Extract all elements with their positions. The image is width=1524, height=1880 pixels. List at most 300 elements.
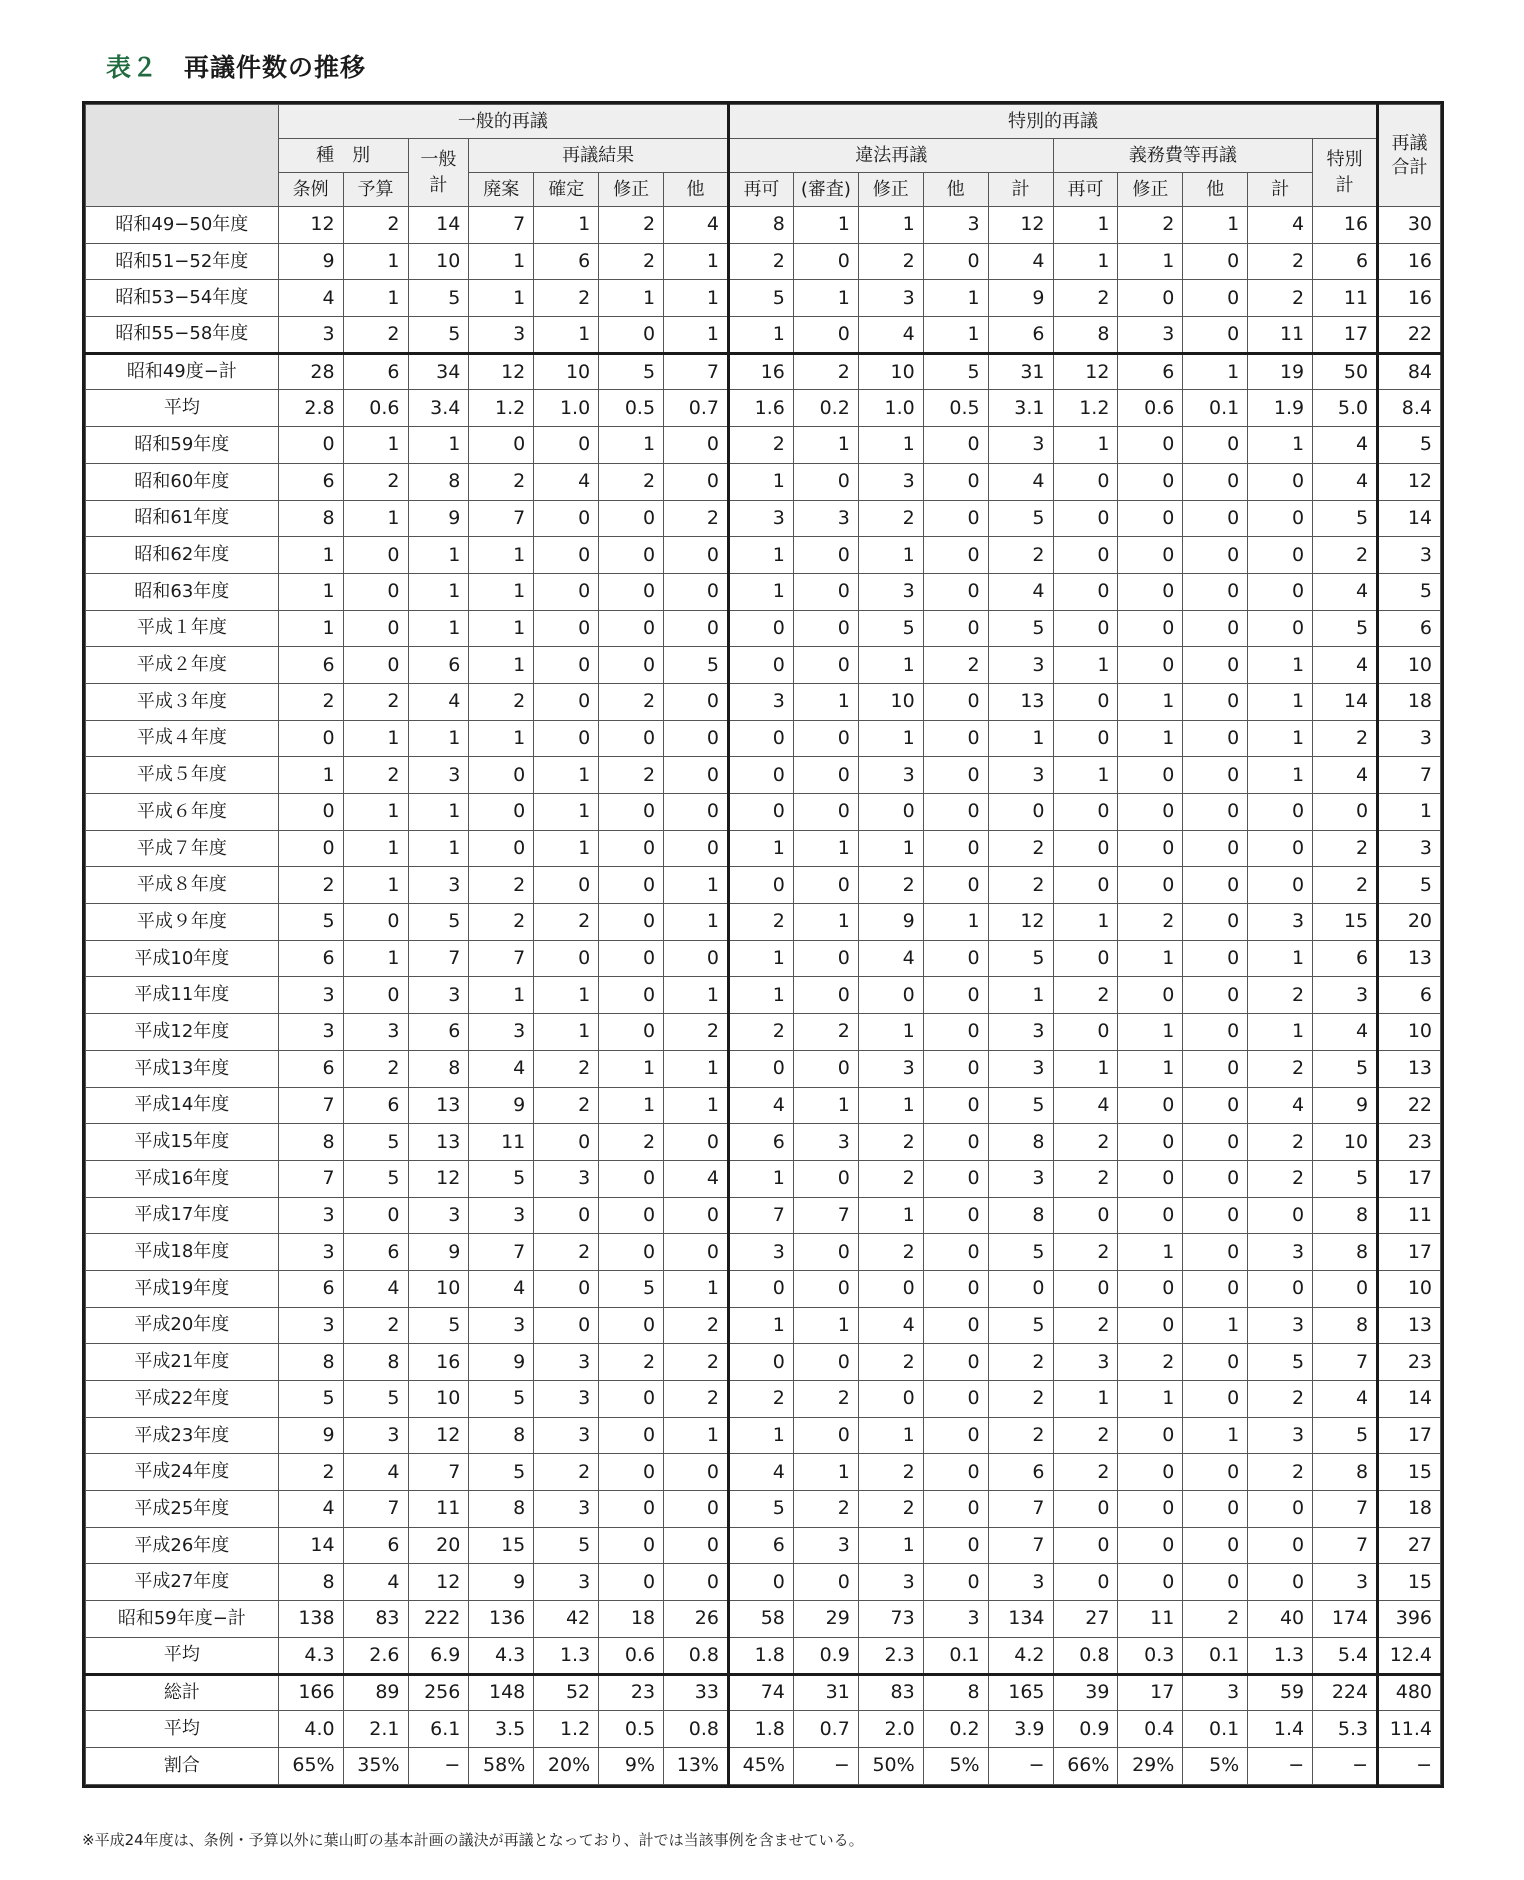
- table-cell: 1: [858, 720, 923, 757]
- table-cell: 0: [534, 1197, 599, 1234]
- header-special-sum: 特別 計: [1313, 139, 1378, 207]
- table-cell: 0: [1248, 463, 1313, 500]
- table-cell: 1: [858, 1417, 923, 1454]
- table-cell: 0: [793, 1417, 858, 1454]
- table-cell: 1: [1118, 1050, 1183, 1087]
- table-cell: 1.2: [534, 1711, 599, 1748]
- table-cell: 0: [1118, 1564, 1183, 1601]
- table-cell: 0: [1183, 500, 1248, 537]
- table-cell: 1: [793, 280, 858, 317]
- table-cell: 0: [599, 830, 664, 867]
- table-row: [86, 317, 1441, 354]
- table-cell: 4: [1313, 1014, 1378, 1051]
- table-cell: 42: [534, 1601, 599, 1638]
- table-row: [86, 1381, 1441, 1418]
- table-cell: 1: [664, 904, 729, 941]
- table-cell: 12: [408, 1417, 469, 1454]
- table-cell: 6: [343, 1527, 408, 1564]
- table-cell: 0: [664, 1234, 729, 1271]
- table-cell: 2: [1248, 1381, 1313, 1418]
- table-cell: 4: [278, 280, 343, 317]
- table-cell: 0: [1183, 1014, 1248, 1051]
- table-cell: 2: [278, 683, 343, 720]
- table-cell: 0: [1183, 1197, 1248, 1234]
- row-label: 平成13年度: [86, 1050, 279, 1087]
- table-cell: 2: [858, 1491, 923, 1528]
- table-cell: 9: [408, 500, 469, 537]
- table-cell: 3: [534, 1491, 599, 1528]
- table-cell: 31: [988, 353, 1053, 390]
- table-cell: 4: [988, 463, 1053, 500]
- table-cell: 0.4: [1118, 1711, 1183, 1748]
- table-cell: 0: [793, 977, 858, 1014]
- table-cell: 0: [1118, 794, 1183, 831]
- table-cell: 3: [408, 867, 469, 904]
- table-cell: 2: [728, 427, 793, 464]
- table-cell: 84: [1378, 353, 1441, 390]
- table-cell: 23: [1378, 1344, 1441, 1381]
- table-row: [86, 757, 1441, 794]
- table-cell: 1: [534, 794, 599, 831]
- table-cell: 58: [728, 1601, 793, 1638]
- table-cell: 0: [1118, 977, 1183, 1014]
- table-cell: 2: [343, 683, 408, 720]
- table-row: [86, 1050, 1441, 1087]
- table-cell: 0: [1183, 1087, 1248, 1124]
- table-cell: 3: [858, 1564, 923, 1601]
- table-cell: 2: [1248, 1124, 1313, 1161]
- table-cell: 6.9: [408, 1637, 469, 1674]
- table-cell: 3: [1248, 904, 1313, 941]
- table-cell: 0: [599, 794, 664, 831]
- table-cell: 1: [858, 830, 923, 867]
- table-cell: 34: [408, 353, 469, 390]
- table-cell: 16: [1378, 243, 1441, 280]
- table-cell: 0: [793, 610, 858, 647]
- table-cell: 1: [408, 830, 469, 867]
- table-cell: 0: [664, 940, 729, 977]
- row-label: 平成24年度: [86, 1454, 279, 1491]
- header-illegal: 違法再議: [728, 139, 1053, 173]
- table-cell: 30: [1378, 207, 1441, 244]
- table-cell: 0: [599, 1197, 664, 1234]
- table-cell: 4: [728, 1454, 793, 1491]
- table-cell: 10: [858, 683, 923, 720]
- table-cell: 7: [664, 353, 729, 390]
- table-cell: 0: [664, 1491, 729, 1528]
- table-cell: 0: [278, 830, 343, 867]
- table-cell: 0: [793, 647, 858, 684]
- table-cell: 22: [1378, 1087, 1441, 1124]
- table-cell: 1: [408, 794, 469, 831]
- table-cell: 0: [534, 647, 599, 684]
- table-cell: 2: [1053, 1160, 1118, 1197]
- table-cell: 2: [858, 1234, 923, 1271]
- table-body: [86, 207, 1441, 1785]
- table-cell: 5: [534, 1527, 599, 1564]
- table-cell: 0: [343, 573, 408, 610]
- table-cell: 20: [408, 1527, 469, 1564]
- table-cell: 2: [1248, 977, 1313, 1014]
- table-cell: 2: [664, 1307, 729, 1344]
- table-cell: 0: [793, 1234, 858, 1271]
- table-cell: 1: [988, 720, 1053, 757]
- table-cell: 396: [1378, 1601, 1441, 1638]
- table-cell: 9: [469, 1344, 534, 1381]
- table-cell: 3: [408, 1197, 469, 1234]
- table-cell: 9: [408, 1234, 469, 1271]
- table-cell: 2: [728, 1381, 793, 1418]
- table-cell: 4: [858, 940, 923, 977]
- table-cell: 3: [1118, 317, 1183, 354]
- table-cell: 52: [534, 1674, 599, 1711]
- table-cell: 2: [793, 1014, 858, 1051]
- table-cell: 14: [1378, 500, 1441, 537]
- table-cell: 1: [728, 1307, 793, 1344]
- table-row: [86, 1197, 1441, 1234]
- table-cell: 0.6: [599, 1637, 664, 1674]
- table-cell: 0: [1118, 573, 1183, 610]
- table-cell: 0: [793, 1564, 858, 1601]
- table-cell: 0: [534, 1270, 599, 1307]
- table-cell: 1.2: [1053, 390, 1118, 427]
- table-cell: 0.1: [923, 1637, 988, 1674]
- table-cell: 1: [793, 1454, 858, 1491]
- table-cell: 7: [988, 1491, 1053, 1528]
- table-cell: 6: [408, 1014, 469, 1051]
- table-cell: 2: [664, 1014, 729, 1051]
- table-row: [86, 390, 1441, 427]
- row-label: 平成９年度: [86, 904, 279, 941]
- header-stub: [86, 105, 279, 207]
- table-cell: 0: [664, 683, 729, 720]
- table-cell: 0: [664, 573, 729, 610]
- table-row: [86, 1417, 1441, 1454]
- table-cell: 3: [793, 1527, 858, 1564]
- table-cell: 5: [469, 1381, 534, 1418]
- table-cell: 0: [1183, 243, 1248, 280]
- table-cell: 0: [1183, 720, 1248, 757]
- table-cell: 2: [599, 243, 664, 280]
- table-cell: 0: [923, 1527, 988, 1564]
- table-cell: 7: [278, 1160, 343, 1197]
- table-cell: 0: [278, 720, 343, 757]
- table-cell: 0: [1053, 610, 1118, 647]
- table-cell: 13: [1378, 940, 1441, 977]
- table-cell: 3.1: [988, 390, 1053, 427]
- table-cell: 1: [728, 573, 793, 610]
- table-cell: 3: [988, 1564, 1053, 1601]
- table-cell: 5: [1313, 1160, 1378, 1197]
- table-cell: 17: [1378, 1234, 1441, 1271]
- table-cell: 5: [408, 1307, 469, 1344]
- table-cell: 2.6: [343, 1637, 408, 1674]
- table-cell: 3: [728, 683, 793, 720]
- table-cell: 0: [728, 794, 793, 831]
- table-row: [86, 1747, 1441, 1784]
- table-cell: 1: [793, 1307, 858, 1344]
- table-cell: 2: [599, 207, 664, 244]
- table-cell: 1: [1378, 794, 1441, 831]
- table-cell: 12: [408, 1160, 469, 1197]
- table-cell: 59: [1248, 1674, 1313, 1711]
- table-cell: 7: [469, 207, 534, 244]
- table-cell: 0: [1248, 537, 1313, 574]
- table-cell: 5: [408, 317, 469, 354]
- table-cell: 136: [469, 1601, 534, 1638]
- table-cell: 2: [1053, 1307, 1118, 1344]
- table-cell: 6: [278, 1050, 343, 1087]
- table-cell: 11: [1313, 280, 1378, 317]
- table-cell: 3: [988, 1014, 1053, 1051]
- table-cell: 15: [1378, 1454, 1441, 1491]
- table-cell: 2: [343, 757, 408, 794]
- table-cell: 2: [599, 1124, 664, 1161]
- table-cell: 2: [1248, 280, 1313, 317]
- table-cell: 66%: [1053, 1747, 1118, 1784]
- table-cell: 0: [1053, 830, 1118, 867]
- header-duty-sum: 計: [1248, 173, 1313, 207]
- table-cell: 3: [1248, 1417, 1313, 1454]
- table-cell: 0: [923, 243, 988, 280]
- table-row: [86, 1491, 1441, 1528]
- table-cell: 1: [793, 904, 858, 941]
- table-cell: 2: [1053, 1124, 1118, 1161]
- header-ordinance: 条例: [278, 173, 343, 207]
- table-cell: 6: [988, 317, 1053, 354]
- table-row: [86, 1344, 1441, 1381]
- table-cell: 1: [1053, 757, 1118, 794]
- table-cell: 15: [1378, 1564, 1441, 1601]
- table-cell: 3: [1378, 537, 1441, 574]
- table-row: [86, 867, 1441, 904]
- table-cell: 9: [988, 280, 1053, 317]
- table-cell: 40: [1248, 1601, 1313, 1638]
- row-label: 昭和62年度: [86, 537, 279, 574]
- table-cell: 0: [1183, 1050, 1248, 1087]
- table-cell: 4.3: [278, 1637, 343, 1674]
- table-cell: 1: [664, 280, 729, 317]
- table-row: [86, 977, 1441, 1014]
- table-cell: 0: [923, 537, 988, 574]
- table-cell: 4: [858, 317, 923, 354]
- table-cell: 2: [1183, 1601, 1248, 1638]
- table-cell: 0: [1183, 1491, 1248, 1528]
- table-cell: 0: [664, 1454, 729, 1491]
- table-cell: 1: [599, 427, 664, 464]
- table-cell: 0: [343, 904, 408, 941]
- table-cell: 0: [599, 537, 664, 574]
- table-cell: 1: [1248, 647, 1313, 684]
- table-cell: 14: [408, 207, 469, 244]
- table-cell: 0: [1183, 280, 1248, 317]
- table-cell: 1: [343, 867, 408, 904]
- table-cell: 3: [278, 1197, 343, 1234]
- table-cell: 4: [988, 243, 1053, 280]
- table-cell: 1: [664, 1087, 729, 1124]
- table-cell: 5: [408, 280, 469, 317]
- table-cell: 1.8: [728, 1637, 793, 1674]
- table-cell: 10: [858, 353, 923, 390]
- table-cell: 0: [1248, 794, 1313, 831]
- table-row: [86, 1674, 1441, 1711]
- table-cell: 9: [469, 1087, 534, 1124]
- table-cell: 10: [1378, 1014, 1441, 1051]
- table-cell: 5: [1378, 427, 1441, 464]
- table-cell: 7: [988, 1527, 1053, 1564]
- table-cell: 2: [278, 867, 343, 904]
- table-cell: 3: [728, 1234, 793, 1271]
- table-cell: 1: [1053, 904, 1118, 941]
- row-label: 昭和63年度: [86, 573, 279, 610]
- table-cell: 0: [793, 757, 858, 794]
- table-cell: 0: [343, 977, 408, 1014]
- table-cell: 0: [1118, 1417, 1183, 1454]
- table-cell: 20%: [534, 1747, 599, 1784]
- table-cell: 0.8: [1053, 1637, 1118, 1674]
- table-cell: 0: [599, 1527, 664, 1564]
- table-cell: 7: [728, 1197, 793, 1234]
- table-cell: 16: [1313, 207, 1378, 244]
- table-cell: 0: [599, 1014, 664, 1051]
- table-cell: 23: [1378, 1124, 1441, 1161]
- table-cell: 0: [793, 243, 858, 280]
- table-cell: 0: [858, 794, 923, 831]
- table-cell: 5: [858, 610, 923, 647]
- table-cell: 13: [408, 1087, 469, 1124]
- table-cell: 6: [343, 1234, 408, 1271]
- table-cell: 1: [278, 610, 343, 647]
- table-cell: 0: [1183, 647, 1248, 684]
- table-cell: 3: [793, 500, 858, 537]
- table-cell: 2: [664, 1381, 729, 1418]
- table-cell: 2: [1313, 537, 1378, 574]
- table-cell: 13: [408, 1124, 469, 1161]
- table-cell: 2: [988, 1417, 1053, 1454]
- table-cell: 0: [343, 537, 408, 574]
- table-cell: 15: [469, 1527, 534, 1564]
- table-cell: 3: [469, 1197, 534, 1234]
- table-cell: 0: [923, 794, 988, 831]
- table-cell: 3: [1378, 720, 1441, 757]
- table-cell: 3: [278, 1234, 343, 1271]
- table-cell: 14: [1378, 1381, 1441, 1418]
- table-cell: 0: [793, 573, 858, 610]
- row-label: 平成26年度: [86, 1527, 279, 1564]
- table-cell: 0: [793, 720, 858, 757]
- table-cell: 0.1: [1183, 1711, 1248, 1748]
- row-label: 昭和51−52年度: [86, 243, 279, 280]
- table-cell: 0: [664, 463, 729, 500]
- table-cell: 2: [1053, 280, 1118, 317]
- table-cell: 1: [664, 1050, 729, 1087]
- table-cell: 3: [988, 647, 1053, 684]
- table-row: [86, 573, 1441, 610]
- header-illegal-sum: 計: [988, 173, 1053, 207]
- table-cell: 6: [1378, 977, 1441, 1014]
- table-cell: 3: [278, 1307, 343, 1344]
- table-cell: 0: [664, 1197, 729, 1234]
- header-result-scrapped: 廃案: [469, 173, 534, 207]
- table-cell: 13: [988, 683, 1053, 720]
- table-cell: 0: [599, 610, 664, 647]
- table-cell: 8: [408, 463, 469, 500]
- table-cell: 1: [728, 830, 793, 867]
- table-cell: 7: [469, 1234, 534, 1271]
- table-cell: 8: [278, 1564, 343, 1601]
- table-row: [86, 794, 1441, 831]
- table-cell: 0: [599, 904, 664, 941]
- table-row: [86, 463, 1441, 500]
- table-row: [86, 1087, 1441, 1124]
- table-cell: 1.6: [728, 390, 793, 427]
- table-cell: 0.6: [343, 390, 408, 427]
- table-cell: 3: [408, 757, 469, 794]
- table-row: [86, 1307, 1441, 1344]
- table-cell: 1: [534, 317, 599, 354]
- table-cell: 0: [1248, 573, 1313, 610]
- table-row: [86, 1160, 1441, 1197]
- table-cell: 2: [858, 1160, 923, 1197]
- table-cell: 4: [1313, 1381, 1378, 1418]
- table-cell: 4: [534, 463, 599, 500]
- table-cell: −: [1313, 1747, 1378, 1784]
- table-cell: 5: [278, 904, 343, 941]
- row-label: 平均: [86, 1637, 279, 1674]
- table-cell: 7: [469, 940, 534, 977]
- table-cell: 0: [923, 1270, 988, 1307]
- table-cell: 3: [469, 317, 534, 354]
- table-cell: 5: [728, 280, 793, 317]
- table-cell: 4: [664, 1160, 729, 1197]
- table-cell: 3: [858, 1050, 923, 1087]
- table-cell: 5: [988, 500, 1053, 537]
- table-cell: 0: [278, 427, 343, 464]
- table-cell: 5: [923, 353, 988, 390]
- table-cell: 6: [1313, 243, 1378, 280]
- table-cell: 8: [1313, 1307, 1378, 1344]
- table-cell: 4: [343, 1564, 408, 1601]
- table-cell: 0: [923, 610, 988, 647]
- table-cell: 0: [858, 1270, 923, 1307]
- table-cell: 89: [343, 1674, 408, 1711]
- table-cell: 83: [343, 1601, 408, 1638]
- table-cell: 1.0: [858, 390, 923, 427]
- table-row: [86, 1234, 1441, 1271]
- table-cell: 5: [599, 353, 664, 390]
- table-cell: 0: [923, 1417, 988, 1454]
- table-cell: 0: [1248, 1270, 1313, 1307]
- table-row: [86, 1527, 1441, 1564]
- table-cell: 1: [278, 537, 343, 574]
- table-cell: 3: [793, 1124, 858, 1161]
- table-cell: 2: [988, 1344, 1053, 1381]
- table-cell: 0: [1183, 317, 1248, 354]
- table-cell: 3: [1313, 1564, 1378, 1601]
- table-cell: 0: [1248, 1564, 1313, 1601]
- table-cell: 4: [343, 1454, 408, 1491]
- table-cell: 0: [599, 573, 664, 610]
- table-cell: 0: [923, 573, 988, 610]
- table-cell: 28: [278, 353, 343, 390]
- table-cell: 15: [1313, 904, 1378, 941]
- table-cell: 2: [1053, 1454, 1118, 1491]
- table-cell: 0.5: [923, 390, 988, 427]
- table-cell: 0: [1118, 610, 1183, 647]
- table-row: [86, 427, 1441, 464]
- table-cell: 5: [988, 1234, 1053, 1271]
- header-kind: 種 別: [278, 139, 408, 173]
